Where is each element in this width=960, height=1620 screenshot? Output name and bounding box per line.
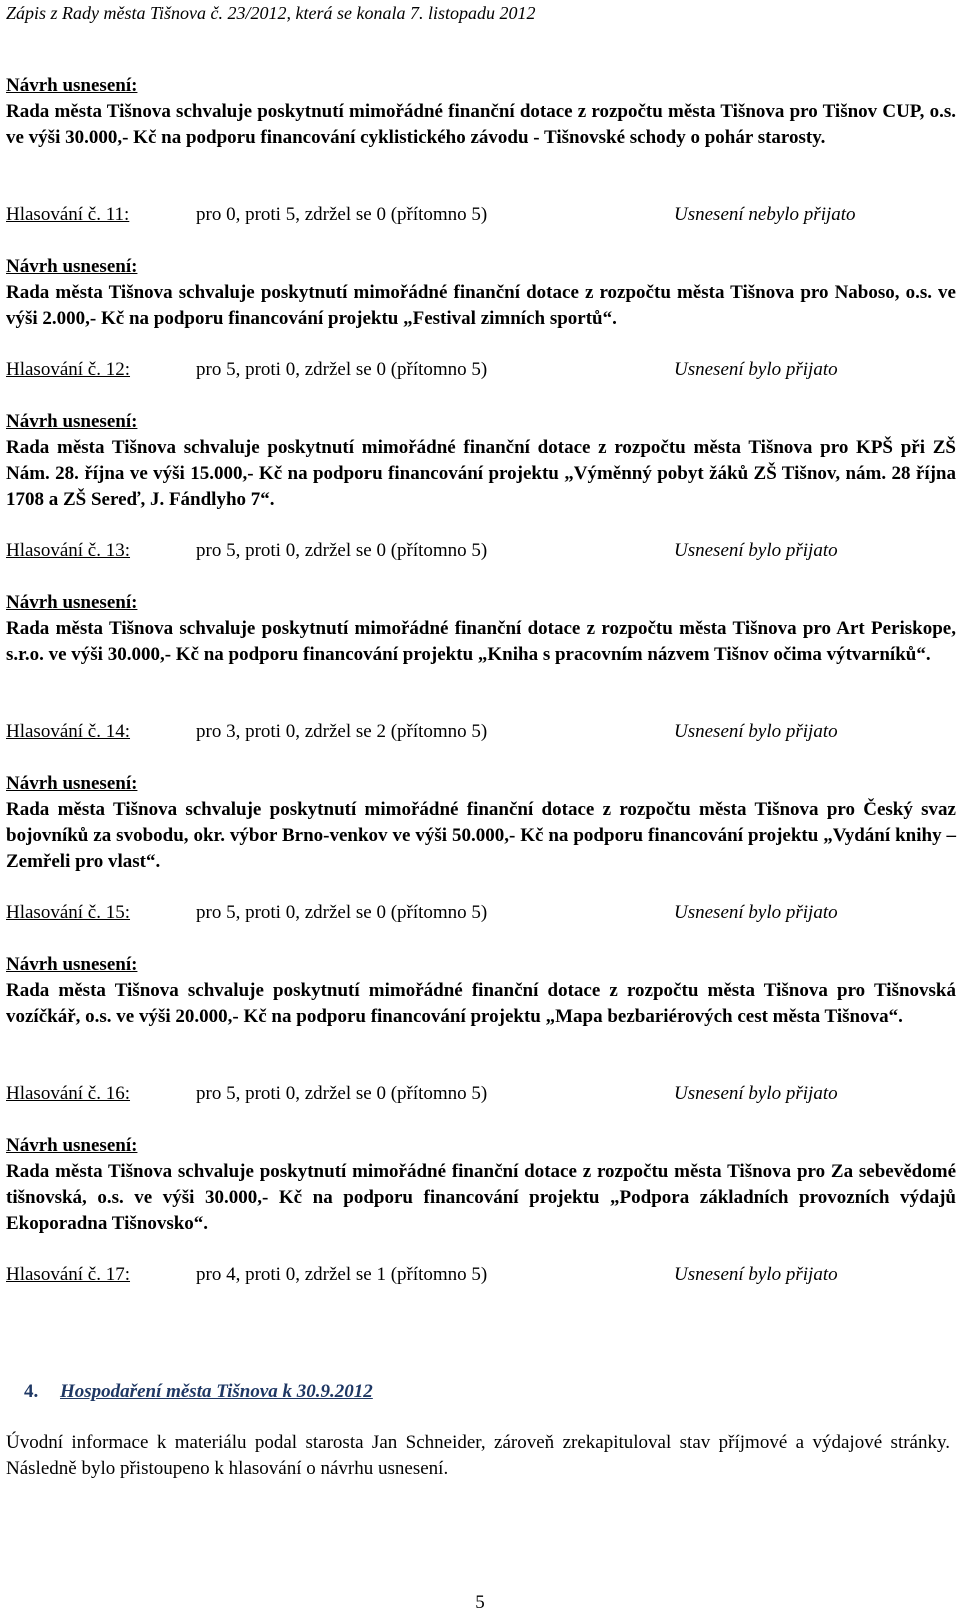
vote-counts: pro 5, proti 0, zdržel se 0 (přítomno 5) xyxy=(196,540,488,561)
proposal-heading: Návrh usnesení: xyxy=(6,954,138,975)
document-header: Zápis z Rady města Tišnova č. 23/2012, která se konala 7. listopadu 2012 xyxy=(6,3,536,23)
vote-label: Hlasování č. 17: xyxy=(6,1264,131,1285)
proposal-text: Rada města Tišnova schvaluje poskytnutí mimořádné finanční dotace z rozpočtu města Tišnova pro Art Periskope, s.r.o. ve výši 30.000,- Kč na podporu financování projektu „Kniha s pracovním názvem Tišnov očima výtvarníků“. xyxy=(6,618,956,665)
vote-row xyxy=(6,900,956,926)
page-number: 5 xyxy=(475,1592,485,1613)
vote-counts: pro 5, proti 0, zdržel se 0 (přítomno 5) xyxy=(196,359,488,380)
vote-row xyxy=(6,202,956,228)
vote-result: Usnesení bylo přijato xyxy=(674,359,838,380)
proposal-text: Rada města Tišnova schvaluje poskytnutí mimořádné finanční dotace z rozpočtu města Tišnova pro Naboso, o.s. ve výši 2.000,- Kč na podporu financování projektu „Festival zimních sportů“. xyxy=(6,282,956,329)
proposal-heading: Návrh usnesení: xyxy=(6,75,138,96)
resolution-proposal xyxy=(6,771,956,875)
vote-row xyxy=(6,538,956,564)
vote-row xyxy=(6,357,956,383)
resolution-proposal xyxy=(6,590,956,668)
vote-result: Usnesení bylo přijato xyxy=(674,721,838,742)
resolution-proposal xyxy=(6,73,956,151)
resolution-proposal xyxy=(6,254,956,332)
proposal-text: Rada města Tišnova schvaluje poskytnutí mimořádné finanční dotace z rozpočtu města Tišnova pro Český svaz bojovníků za svobodu, okr. výbor Brno-venkov ve výši 50.000,- Kč na podporu financování projektu „Vydání knihy – Zemřeli pro vlast“. xyxy=(6,799,956,872)
proposal-text: Rada města Tišnova schvaluje poskytnutí mimořádné finanční dotace z rozpočtu města Tišnova pro Tišnov CUP, o.s. ve výši 30.000,- Kč na podporu financování cyklistického závodu - Tišnovské schody o pohár starosty. xyxy=(6,101,956,148)
section-paragraph: Úvodní informace k materiálu podal starosta Jan Schneider, zároveň zrekapituloval stav příjmové a výdajové stránky. Následně bylo přistoupeno k hlasování o návrhu usnesení. xyxy=(6,1432,950,1479)
resolution-proposal xyxy=(6,952,956,1030)
proposal-heading: Návrh usnesení: xyxy=(6,411,138,432)
vote-label: Hlasování č. 13: xyxy=(6,540,131,561)
proposal-heading: Návrh usnesení: xyxy=(6,256,138,277)
vote-counts: pro 5, proti 0, zdržel se 0 (přítomno 5) xyxy=(196,1083,488,1104)
vote-result: Usnesení bylo přijato xyxy=(674,902,838,923)
vote-counts: pro 5, proti 0, zdržel se 0 (přítomno 5) xyxy=(196,902,488,923)
vote-label: Hlasování č. 16: xyxy=(6,1083,131,1104)
vote-row xyxy=(6,719,956,745)
resolution-proposal xyxy=(6,1133,956,1237)
proposal-heading: Návrh usnesení: xyxy=(6,773,138,794)
vote-label: Hlasování č. 15: xyxy=(6,902,131,923)
vote-counts: pro 4, proti 0, zdržel se 1 (přítomno 5) xyxy=(196,1264,488,1285)
proposal-heading: Návrh usnesení: xyxy=(6,1135,138,1156)
vote-row xyxy=(6,1262,956,1288)
vote-result: Usnesení bylo přijato xyxy=(674,540,838,561)
section-number: 4. xyxy=(24,1381,39,1402)
proposal-text: Rada města Tišnova schvaluje poskytnutí mimořádné finanční dotace z rozpočtu města Tišnova pro Tišnovská vozíčkář, o.s. ve výši 20.000,- Kč na podporu financování projektu „Mapa bezbariérových cest města Tišnova“. xyxy=(6,980,956,1027)
proposal-text: Rada města Tišnova schvaluje poskytnutí mimořádné finanční dotace z rozpočtu města Tišnova pro KPŠ při ZŠ Nám. 28. října ve výši 15.000,- Kč na podporu financování projektu „Výměnný pobyt žáků ZŠ Tišnov, nám. 28 října 1708 a ZŠ Sereď, J. Fándlyho 7“. xyxy=(6,437,956,510)
vote-label: Hlasování č. 11: xyxy=(6,204,130,225)
vote-result: Usnesení bylo přijato xyxy=(674,1083,838,1104)
proposal-text: Rada města Tišnova schvaluje poskytnutí mimořádné finanční dotace z rozpočtu města Tišnova pro Za sebevědomé tišnovská, o.s. ve výši 30.000,- Kč na podporu financování projektu „Podpora základních provozních výdajů Ekoporadna Tišnovsko“. xyxy=(6,1161,956,1234)
vote-label: Hlasování č. 14: xyxy=(6,721,131,742)
vote-counts: pro 3, proti 0, zdržel se 2 (přítomno 5) xyxy=(196,721,488,742)
resolution-proposal xyxy=(6,409,956,513)
section-title: Hospodaření města Tišnova k 30.9.2012 xyxy=(60,1381,373,1402)
vote-label: Hlasování č. 12: xyxy=(6,359,131,380)
proposal-heading: Návrh usnesení: xyxy=(6,592,138,613)
vote-row xyxy=(6,1081,956,1107)
vote-counts: pro 0, proti 5, zdržel se 0 (přítomno 5) xyxy=(196,204,488,225)
vote-result: Usnesení bylo přijato xyxy=(674,1264,838,1285)
section-heading xyxy=(24,1379,373,1405)
vote-result: Usnesení nebylo přijato xyxy=(674,204,856,225)
